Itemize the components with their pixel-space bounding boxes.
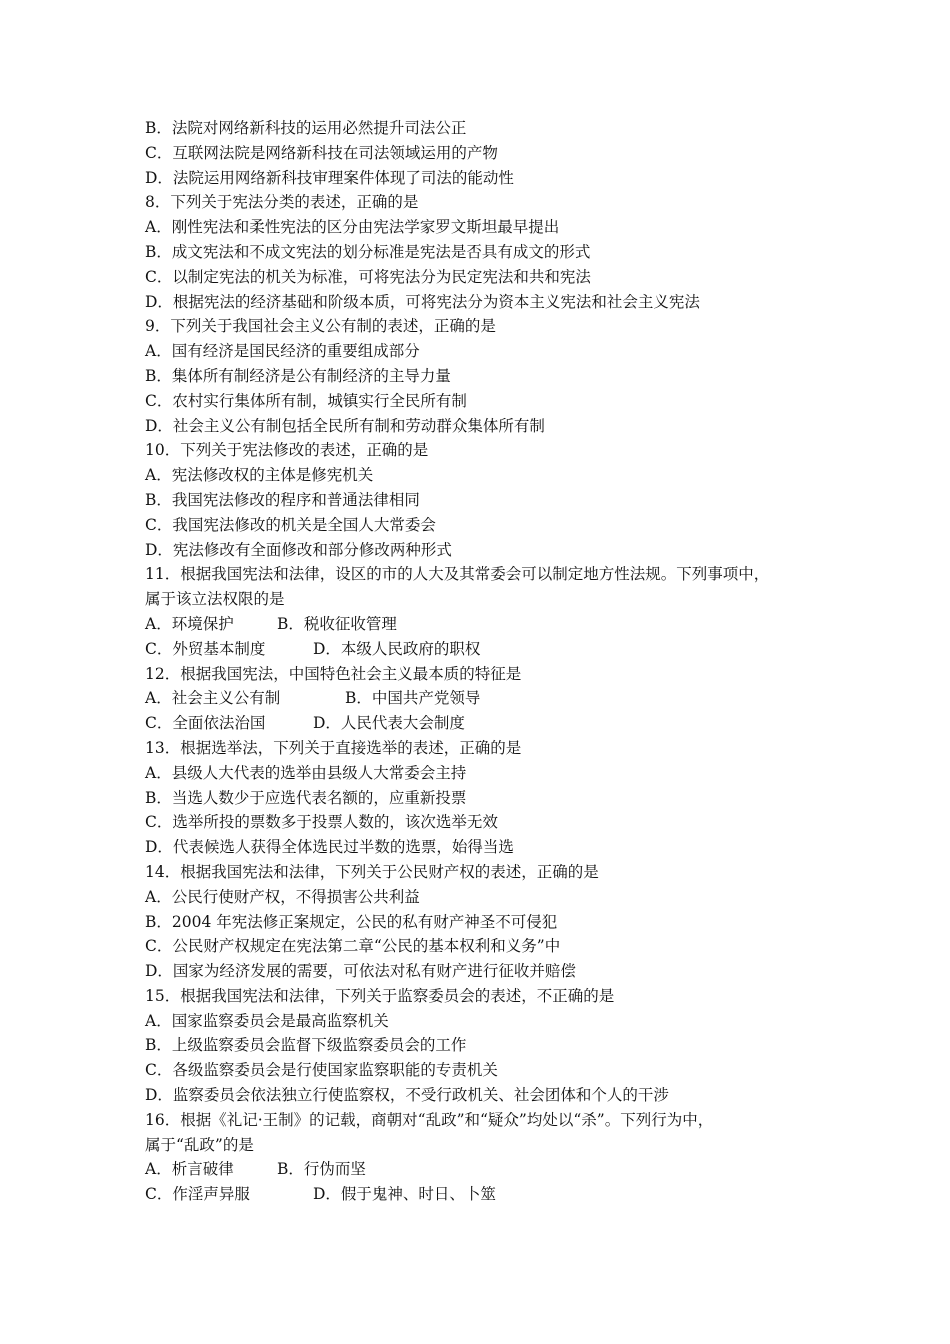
option-c: C．作淫声异服 [145,1185,250,1204]
text-line: C．选举所投的票数多于投票人数的，该次选举无效 [145,813,498,832]
question-stem: 16．根据《礼记·王制》的记载，商朝对“乱政”和“疑众”均处以“杀”。下列行为中， [145,1110,714,1129]
text-line: C．农村实行集体所有制，城镇实行全民所有制 [145,391,467,410]
option-a: A．析言破律 [145,1160,234,1179]
question-stem: 14．根据我国宪法和法律，下列关于公民财产权的表述，正确的是 [145,862,599,881]
text-line: A．国家监察委员会是最高监察机关 [145,1011,389,1030]
text-line: C．互联网法院是网络新科技在司法领域运用的产物 [145,143,498,162]
text-line: D．法院运用网络新科技审理案件体现了司法的能动性 [145,168,514,187]
text-line: B．法院对网络新科技的运用必然提升司法公正 [145,119,467,137]
question-stem: 15．根据我国宪法和法律，下列关于监察委员会的表述，不正确的是 [145,986,615,1005]
document-body [145,116,825,1207]
option-b: B．行伪而坚 [277,1160,366,1179]
option-b: B．中国共产党领导 [345,689,481,708]
text-line: A．公民行使财产权，不得损害公共利益 [145,887,420,906]
text-line: D．监察委员会依法独立行使监察权，不受行政机关、社会团体和个人的干涉 [145,1086,669,1105]
text-line: D．根据宪法的经济基础和阶级本质，可将宪法分为资本主义宪法和社会主义宪法 [145,292,700,311]
option-c: C．外贸基本制度 [145,639,266,658]
option-row [145,686,825,711]
option-row [145,1182,825,1207]
option-b: B．税收征收管理 [277,614,397,633]
option-a: A．环境保护 [145,614,234,633]
question-stem: 11．根据我国宪法和法律，设区的市的人大及其常委会可以制定地方性法规。下列事项中， [145,565,770,584]
text-line: A．国有经济是国民经济的重要组成部分 [145,342,420,361]
text-line: B．成文宪法和不成文宪法的划分标准是宪法是否具有成文的形式 [145,242,591,261]
text-line: A．刚性宪法和柔性宪法的区分由宪法学家罗文斯坦最早提出 [145,218,560,237]
text-line: B．当选人数少于应选代表名额的，应重新投票 [145,788,467,807]
option-a: A．社会主义公有制 [145,689,281,708]
option-d: D．本级人民政府的职权 [313,639,481,658]
question-stem-continued: 属于该立法权限的是 [145,590,285,609]
text-line: A．宪法修改权的主体是修宪机关 [145,466,374,485]
text-line: C．我国宪法修改的机关是全国人大常委会 [145,515,436,534]
text-line: B．我国宪法修改的程序和普通法律相同 [145,490,420,509]
text-line: D．宪法修改有全面修改和部分修改两种形式 [145,540,452,559]
option-row [145,612,825,637]
text-line: A．县级人大代表的选举由县级人大常委会主持 [145,763,467,782]
text-line: B．集体所有制经济是公有制经济的主导力量 [145,366,451,385]
text-line: D．国家为经济发展的需要，可依法对私有财产进行征收并赔偿 [145,962,576,981]
question-stem: 13．根据选举法，下列关于直接选举的表述，正确的是 [145,738,522,757]
option-d: D．假于鬼神、时日、卜筮 [313,1185,496,1204]
question-stem: 9．下列关于我国社会主义公有制的表述，正确的是 [145,317,496,336]
question-stem: 10．下列关于宪法修改的表述，正确的是 [145,441,429,460]
option-c: C．全面依法治国 [145,714,266,733]
text-line: D．代表候选人获得全体选民过半数的选票，始得当选 [145,838,514,857]
question-stem: 8．下列关于宪法分类的表述，正确的是 [145,193,419,212]
text-line: C．以制定宪法的机关为标准，可将宪法分为民定宪法和共和宪法 [145,267,591,286]
text-line: B．2004 年宪法修正案规定，公民的私有财产神圣不可侵犯 [145,912,558,931]
text-line: C．公民财产权规定在宪法第二章“公民的基本权利和义务”中 [145,937,561,956]
text-line: D．社会主义公有制包括全民所有制和劳动群众集体所有制 [145,416,545,435]
text-line: C．各级监察委员会是行使国家监察职能的专责机关 [145,1061,498,1080]
option-row [145,637,825,662]
text-line: B．上级监察委员会监督下级监察委员会的工作 [145,1036,467,1055]
question-stem: 12．根据我国宪法，中国特色社会主义最本质的特征是 [145,664,522,683]
question-stem-continued: 属于“乱政”的是 [145,1135,254,1154]
option-d: D．人民代表大会制度 [313,714,465,733]
option-row [145,711,825,736]
option-row [145,1157,825,1182]
